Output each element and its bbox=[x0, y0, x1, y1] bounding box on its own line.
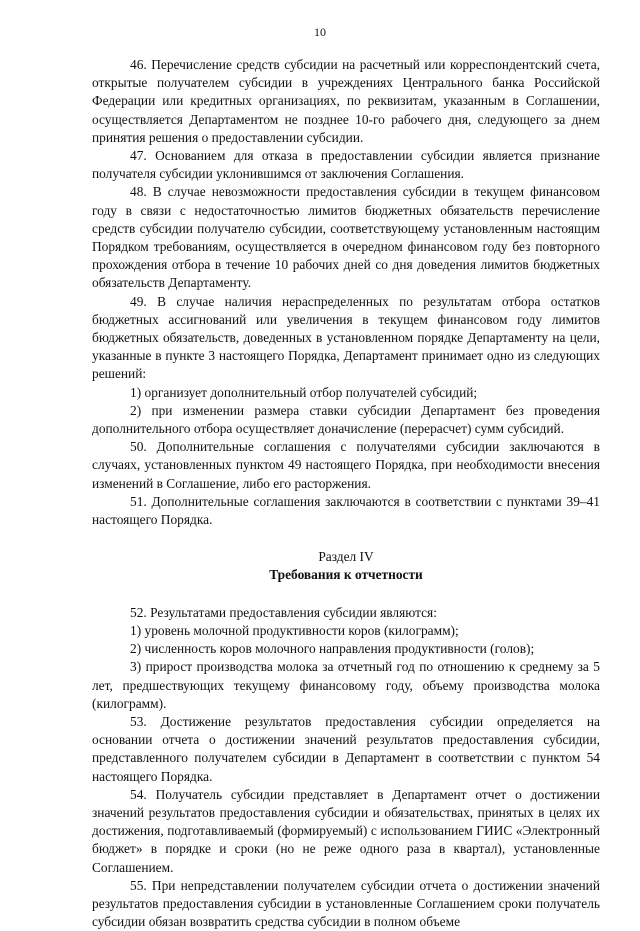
paragraph-48: 48. В случае невозможности предоставления субсидии в текущем финансовом году в связи с недостаточностью лимитов бюджетных обязательств перечисление средств субсидии получателю субсидии, соответствующему установленным настоящим Порядком требованиям, осуществляется в очередном финансовом году без повторного прохождения отбора в течение 10 рабочих дней со дня доведения лимитов бюджетных обязательств Департаменту. bbox=[92, 184, 600, 291]
paragraph-46: 46. Перечисление средств субсидии на расчетный или корреспондентский счета, открытые получателем субсидии в учреждениях Центрального банка Российской Федерации или кредитных организациях, по реквизитам, указанным в Соглашении, осуществляется Департаментом не позднее 10-го рабочего дня, следующего за днем принятия решения о предоставлении субсидии. bbox=[92, 57, 600, 145]
section-title: Требования к отчетности bbox=[269, 567, 423, 583]
paragraph-47: 47. Основанием для отказа в предоставлении субсидии является признание получателя субсидии уклонившимся от заключения Соглашения. bbox=[92, 148, 600, 182]
paragraph-52: 52. Результатами предоставления субсидии являются: bbox=[130, 604, 437, 620]
paragraph-50: 50. Дополнительные соглашения с получателями субсидии заключаются в случаях, установленных пунктом 49 настоящего Порядка, при необходимости внесения изменений в Соглашение, либо его расторжения. bbox=[92, 439, 600, 491]
paragraph-52-item-3: 3) прирост производства молока за отчетный год по отношению к среднему за 5 лет, предшествующих текущему финансовому году, объему производства молока (килограмм). bbox=[92, 659, 600, 711]
paragraph-52-item-2: 2) численность коров молочного направления продуктивности (голов); bbox=[130, 641, 535, 657]
paragraph-49-item-2: 2) при изменении размера ставки субсидии Департамент без проведения дополнительного отбора осуществляет доначисление (перерасчет) сумм субсидий. bbox=[92, 402, 600, 437]
paragraph-54: 54. Получатель субсидии представляет в Департамент отчет о достижении значений результатов предоставления субсидии и обязательствах, принятых в целях их достижения, подготавливаемый (формируемый) с использованием ГИИС «Электронный бюджет» в порядке и сроки (но не реже одного раза в квартал), установленные Соглашением. bbox=[92, 786, 600, 875]
paragraph-49: 49. В случае наличия нераспределенных по результатам отбора остатков бюджетных ассигнований или увеличения в текущем финансовом году лимитов бюджетных обязательств, доведенных в установленном порядке Департаменту на цели, указанные в пункте 3 настоящего Порядка, Департамент принимает одно из следующих решений: bbox=[92, 293, 600, 382]
page-number: 10 bbox=[314, 25, 326, 39]
paragraph-55: 55. При непредставлении получателем субсидии отчета о достижении значений результатов предоставления субсидии в установленные Соглашением сроки получатель субсидии обязан возвратить средства субсидии в полном объеме bbox=[92, 877, 600, 930]
paragraph-53: 53. Достижение результатов предоставления субсидии определяется на основании отчета о достижении значений результатов предоставления субсидии, представленного получателем субсидии в Департамент в соответствии с пунктом 54 настоящего Порядка. bbox=[92, 713, 600, 784]
section-number: Раздел IV bbox=[318, 549, 374, 565]
paragraph-49-item-1: 1) организует дополнительный отбор получателей субсидий; bbox=[130, 384, 478, 400]
paragraph-52-item-1: 1) уровень молочной продуктивности коров (килограмм); bbox=[130, 622, 459, 638]
paragraph-51: 51. Дополнительные соглашения заключаются в соответствии с пунктами 39–41 настоящего Порядка. bbox=[92, 493, 600, 528]
document-body bbox=[92, 56, 600, 931]
